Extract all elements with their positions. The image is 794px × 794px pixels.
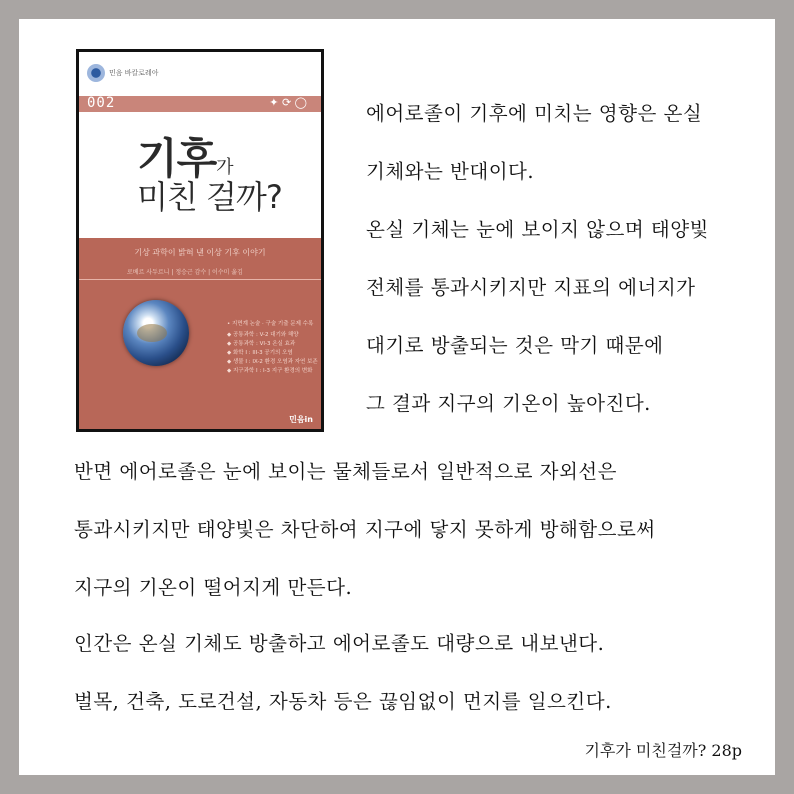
text-line: 온실 기체는 눈에 보이지 않으며 태양빛 [366,218,709,241]
cover-divider [79,279,321,280]
earth-globe-icon [123,300,189,366]
text-line: 전체를 통과시키지만 지표의 에너지가 [366,276,696,299]
text-line: 벌목, 건축, 도로건설, 자동차 등은 끊임없이 먼지를 일으킨다. [74,690,612,713]
curriculum-item: ◆ 공통과학 : VI-3 온실 효과 [227,341,296,347]
book-cover-inner [79,52,321,429]
cover-title-line2: 미친 걸까? [137,178,282,216]
curriculum-item: ◆ 지구과학 I : I-3 지구 환경의 변화 [227,368,313,374]
source-citation: 기후가 미친걸까? 28p [584,741,742,760]
publisher-badge: 민음 바칼로레아 [109,69,159,77]
text-line: 대기로 방출되는 것은 막기 때문에 [366,334,664,357]
cover-authors: 로베르 사두르니 | 정승근 감수 | 이수미 옮김 [127,269,243,276]
cover-subtitle: 기상 과학이 밝혀 낸 이상 기후 이야기 [134,248,266,257]
text-line: 그 결과 지구의 기온이 높아진다. [366,392,651,415]
curriculum-item: ◆ 화학 I : III-3 공기의 오염 [227,350,293,356]
curriculum-list-header: • 지면계 논술 · 구술 기출 문제 수록 [227,321,314,327]
text-line: 인간은 온실 기체도 방출하고 에어로졸도 대량으로 내보낸다. [74,632,605,655]
text-line: 기체와는 반대이다. [366,160,535,183]
cover-brand-logo: 민음in [289,415,313,424]
curriculum-item: ◆ 공통과학 : V-2 대기와 해양 [227,332,299,338]
text-line: 반면 에어로졸은 눈에 보이는 물체들로서 일반적으로 자외선은 [74,460,617,483]
text-line: 에어로졸이 기후에 미치는 영향은 온실 [366,102,703,125]
publisher-logo-icon [87,64,105,82]
curriculum-list [227,320,318,376]
series-number: 002 [87,95,116,111]
cover-title-word: 기후 [137,134,217,183]
science-icons: ✦ ⟳ ◯ [269,96,307,109]
text-line: 지구의 기온이 떨어지게 만든다. [74,576,353,599]
text-line: 통과시키지만 태양빛은 차단하여 지구에 닿지 못하게 방해함으로써 [74,518,656,541]
cover-title-particle: 가 [216,157,233,178]
curriculum-item: ◆ 생물 I : IX-2 환경 오염과 자연 보존 [227,359,318,365]
book-cover [76,49,324,432]
